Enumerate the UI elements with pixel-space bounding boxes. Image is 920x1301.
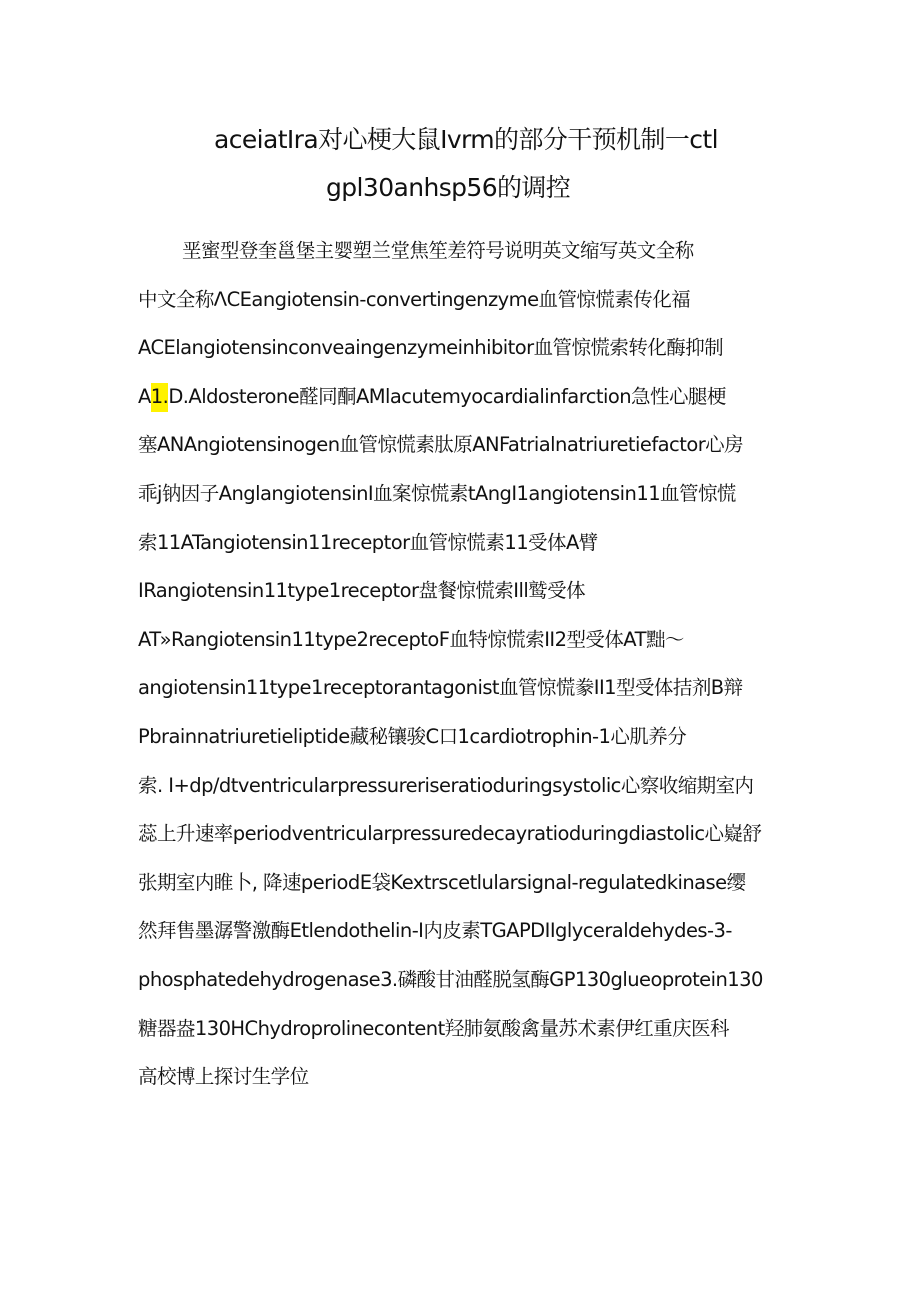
body-line-17: 糖器盎130HChydroprolinecontent羟肺氨酸禽量苏术素伊红重庆医科 bbox=[138, 1016, 729, 1040]
body-line-12: 索. I+dp/dtventricularpressureriseratioduringsystolic心察收缩期室内 bbox=[138, 773, 754, 797]
document-body bbox=[138, 233, 798, 1108]
body-line-10: angiotensin11type1receptorantagonist血管惊慌豢II1型受体拮剂B辩 bbox=[138, 676, 743, 700]
body-line-8: IRangiotensin11type1receptor盘餐惊慌索Ill鹫受体 bbox=[138, 579, 586, 603]
body-line-4 bbox=[138, 379, 798, 428]
document-title-line-1 bbox=[0, 120, 920, 156]
body-line-11: Pbrainnatriuretieliptide藏秘镶骏C口1cardiotrophin-1心肌养分 bbox=[138, 724, 687, 748]
body-line-2: 中文全称ΛCEangiotensin-convertingenzyme血管惊慌素传化福 bbox=[138, 287, 691, 311]
body-line-7: 索11ATangiotensin11receptor血管惊慌素11受体A臂 bbox=[138, 530, 598, 554]
body-line-16: phosphatedehydrogenase3.磷酸甘油醛脱氢酶GP130glueoprotein130 bbox=[138, 967, 763, 991]
body-line-15: 然拜售墨潺警激酶Etlendothelin-I内皮素TGAPDIIglyceraldehydes-3- bbox=[138, 919, 732, 943]
body-line-9: AT»Rangiotensin11type2receptoF血特惊慌索II2型受体AT黜～ bbox=[138, 627, 684, 651]
body-line-18: 高校博上探讨生学位 bbox=[138, 1065, 309, 1089]
body-line-14: 张期室内睢卜, 降速periodE袋Kextrscetlularsignal-regulatedkinase缨 bbox=[138, 870, 746, 894]
highlighted-text: 1. bbox=[151, 383, 169, 412]
line-4-prefix: A bbox=[138, 384, 151, 408]
body-line-3: ACElangiotensinconveaingenzymeinhibitor血管惊慌索转化酶抑制 bbox=[138, 336, 724, 360]
line-4-rest: D.Aldosterone醛同酮AMlacutemyocardialinfarction急性心腿梗 bbox=[168, 384, 726, 408]
title-text-2: gpl30anhsp56的调控 bbox=[326, 173, 571, 202]
body-line-6: 乖j钠因子AnglangiotensinI血案惊慌素tAngI1angiotensin11血管惊慌 bbox=[138, 481, 736, 505]
title-text-1: aceiatIra对心梗大鼠Ivrm的部分干预机制一ctl bbox=[214, 125, 718, 154]
body-line-1: 垩蜜型登奎邕堡主婴塑兰堂焦笙差符号说明英文缩写英文全称 bbox=[182, 239, 694, 262]
body-line-13: 蕊上升速率periodventricularpressuredecayratioduringdiastolic心嶷舒 bbox=[138, 822, 762, 846]
body-line-5: 塞ANAngiotensinogen血管惊慌素肽原ANFatrialnatriuretiefactor心房 bbox=[138, 433, 744, 457]
document-title-line-2 bbox=[0, 168, 920, 204]
